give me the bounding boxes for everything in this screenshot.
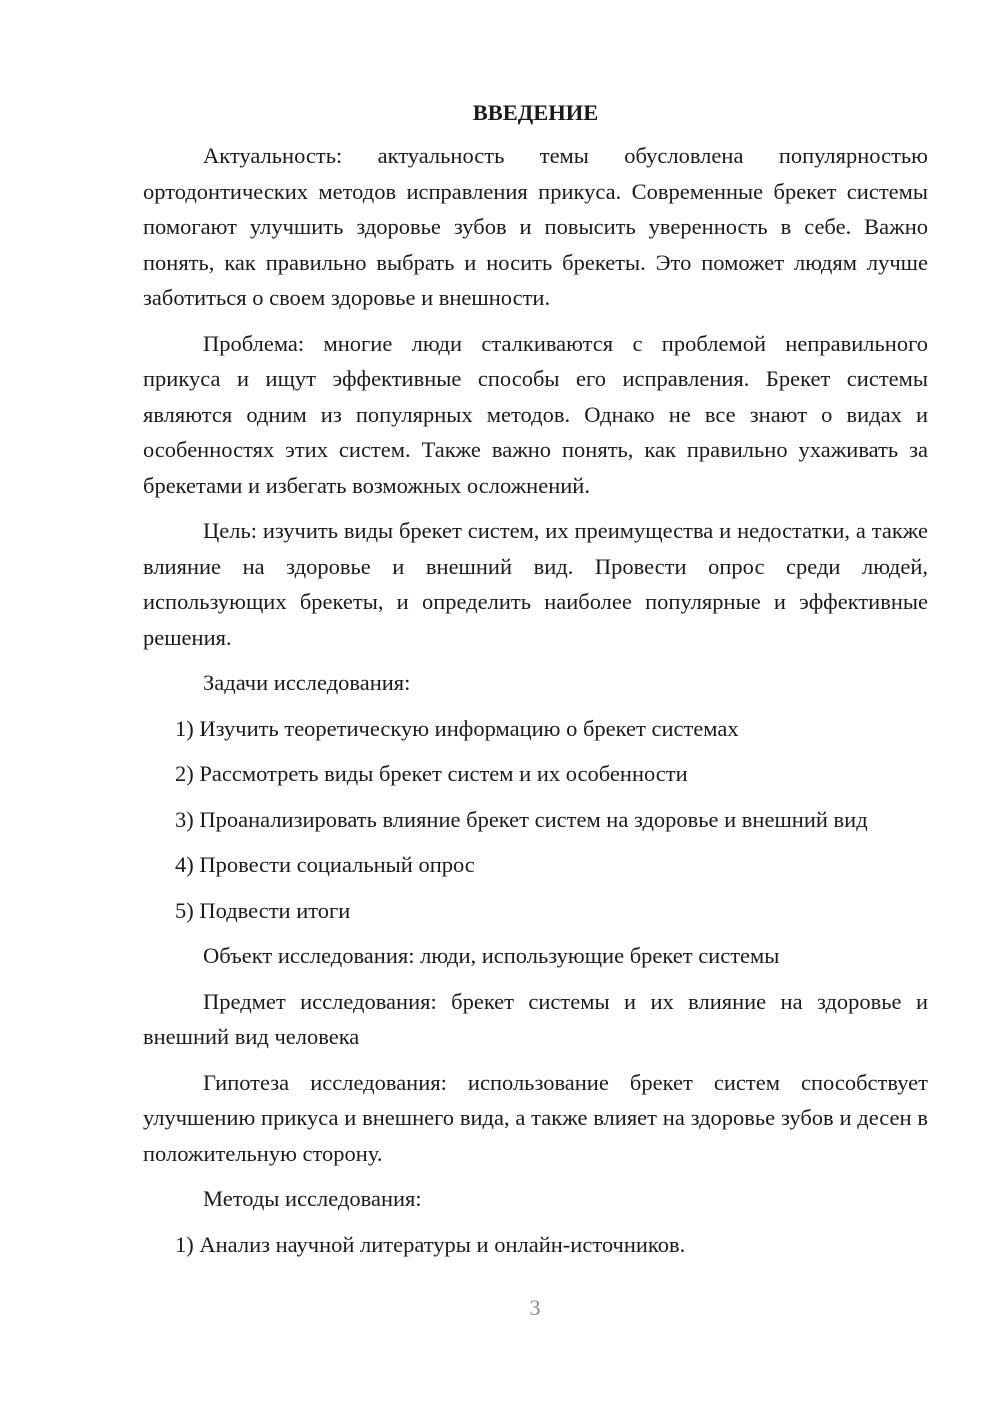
methods-heading: Методы исследования: [203, 1186, 422, 1211]
research-object: Объект исследования: люди, использующие брекет системы [203, 943, 780, 968]
research-subject: Предмет исследования: брекет системы и их влияние на здоровье и внешний вид человека [143, 988, 928, 1049]
task-item-4: 4) Провести социальный опрос [175, 852, 475, 877]
task-item-5: 5) Подвести итоги [175, 897, 351, 923]
paragraph-relevance: Актуальность: актуальность темы обусловлена популярностью ортодонтических методов исправления прикуса. Современные брекет системы помогают улучшить здоровье зубов и повысить уверенность в себе. Важно понять, как правильно выбрать и носить брекеты. Это поможет людям лучше заботиться о своем здоровье и внешности. [143, 143, 928, 310]
tasks-heading: Задачи исследования: [203, 670, 411, 695]
research-hypothesis: Гипотеза исследования: использование брекет систем способствует улучшению прикуса и внешнего вида, а также влияет на здоровье зубов и десен в положительную сторону. [143, 1069, 928, 1166]
task-item-2: 2) Рассмотреть виды брекет систем и их особенности [175, 761, 688, 786]
document-page [143, 95, 928, 1272]
task-item-3: 3) Проанализировать влияние брекет систем на здоровье и внешний вид [175, 806, 868, 832]
method-item-1: 1) Анализ научной литературы и онлайн-источников. [175, 1231, 686, 1257]
task-item-1: 1) Изучить теоретическую информацию о брекет системах [175, 715, 739, 741]
section-title: ВВЕДЕНИЕ [472, 100, 599, 125]
paragraph-problem: Проблема: многие люди сталкиваются с проблемой неправильного прикуса и ищут эффективные способы его исправления. Брекет системы являются одним из популярных методов. Однако не все знают о видах и особенностях этих систем. Также важно понять, как правильно ухаживать за брекетами и избегать возможных осложнений. [143, 330, 928, 498]
paragraph-goal: Цель: изучить виды брекет систем, их преимущества и недостатки, а также влияние на здоровье и внешний вид. Провести опрос среди людей, использующих брекеты, и определить наиболее популярные и эффективные решения. [143, 518, 928, 650]
page-number: 3 [529, 1295, 541, 1320]
